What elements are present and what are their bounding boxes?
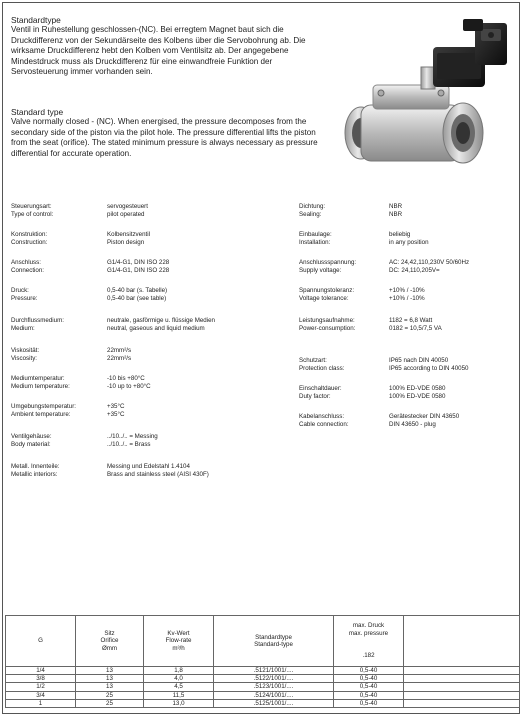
spec-label: Spannungstoleranz: (299, 287, 355, 294)
spec-label: Cable connection: (299, 421, 349, 428)
table-cell: .5122/1001/.... (214, 675, 334, 683)
spec-value: -10 bis +80°C (107, 375, 145, 382)
table-cell: 0,5-40 (334, 699, 404, 707)
table-cell: 0,5-40 (334, 683, 404, 691)
spec-label: Durchflussmedium: (11, 317, 64, 324)
table-row (6, 667, 520, 675)
table-cell: 1/2 (6, 683, 76, 691)
table-cell: 13 (76, 667, 144, 675)
header-line: Flow-rate (165, 637, 192, 645)
spec-list-right (299, 203, 519, 443)
spec-label: Duty factor: (299, 393, 331, 400)
spec-label: Kabelanschluss: (299, 413, 345, 420)
table-header-cell (144, 616, 214, 667)
table-cell: 0,5-40 (334, 691, 404, 699)
spec-label: Anschlussspannung: (299, 259, 357, 266)
table-cell: 13,0 (144, 699, 214, 707)
table-cell (404, 691, 520, 699)
table-cell: 11,5 (144, 691, 214, 699)
spec-value: +10% / -10% (389, 287, 425, 294)
spec-label: Metall. Innenteile: (11, 463, 60, 470)
spec-value: 22mm²/s (107, 355, 132, 362)
spec-value: neutral, gaseous and liquid medium (107, 325, 205, 332)
spec-label: Konstruktion: (11, 231, 48, 238)
table-cell: .5125/1001/.... (214, 699, 334, 707)
table-cell: 25 (76, 699, 144, 707)
table-cell (404, 667, 520, 675)
table-header-row (6, 616, 520, 667)
spec-value: IP65 nach DIN 40050 (389, 357, 449, 364)
intro-german-text: Ventil in Ruhestellung geschlossen-(NC). Bei erregtem Magnet baut sich die Druckdifferenz von der Sekundärseite des Kolbens über die Servobohrung ab. Die wirksame Druckdifferenz hebt den Kolben vom Ventilsitz ab. Der angegebene Mindestdruck muss als Druckdifferenz für eine einwandfreie Funktion der Servosteuerung immer vorhanden sein. (11, 25, 306, 77)
spec-label: Viskosität: (11, 347, 40, 354)
spec-label: Anschluss: (11, 259, 41, 266)
spec-label: Medium temperature: (11, 383, 70, 390)
table-cell: 1,8 (144, 667, 214, 675)
table-row (6, 683, 520, 691)
table-cell: 1 (6, 699, 76, 707)
spec-label: Sealing: (299, 211, 322, 218)
table-header-cell (214, 616, 334, 667)
dimension-table (5, 615, 520, 708)
table-cell: 3/4 (6, 691, 76, 699)
solenoid-valve-image (333, 13, 513, 183)
table-cell: 4,0 (144, 675, 214, 683)
header-line: max. pressure (348, 629, 389, 637)
spec-label: Ambient temperature: (11, 411, 71, 418)
spec-value: ../10../.. = Messing (107, 433, 158, 440)
table-header-cell (334, 616, 404, 667)
table-header-cell (404, 616, 520, 667)
spec-value: Gerätestecker DIN 43650 (389, 413, 460, 420)
spec-label: Leistungsaufnahme: (299, 317, 355, 324)
spec-value: Kolbensitzventil (107, 231, 150, 238)
header-line: Standard-type (254, 641, 293, 648)
table-cell: 1/4 (6, 667, 76, 675)
spec-value: +35°C (107, 403, 125, 410)
spec-value: G1/4-G1, DIN ISO 228 (107, 267, 170, 274)
spec-value: servogesteuert (107, 203, 148, 210)
header-line (334, 637, 403, 645)
table-cell: 25 (76, 691, 144, 699)
spec-label: Pressure: (11, 295, 38, 302)
table-row (6, 691, 520, 699)
spec-value: DC: 24,110,205V= (389, 267, 440, 274)
intro-german (11, 15, 329, 77)
spec-label: Medium: (11, 325, 35, 332)
spec-label: Construction: (11, 239, 48, 246)
intro-english-heading: Standard type (11, 107, 64, 117)
spec-value: Messing und Edelstahl 1.4104 (107, 463, 190, 470)
spec-value: 100% ED-VDE 0580 (389, 393, 446, 400)
table-cell: .5123/1001/.... (214, 683, 334, 691)
spec-value: DIN 43650 - plug (389, 421, 436, 428)
spec-label: Voltage tolerance: (299, 295, 349, 302)
spec-value: in any position (389, 239, 429, 246)
table-cell: 0,5-40 (334, 675, 404, 683)
spec-value: 0,5-40 bar (see table) (107, 295, 167, 302)
intro-english (11, 107, 329, 159)
spec-value: pilot operated (107, 211, 145, 218)
spec-value: G1/4-G1, DIN ISO 228 (107, 259, 170, 266)
table-header-cell (76, 616, 144, 667)
spec-value: Brass and stainless steel (AISI 430F) (107, 471, 209, 478)
header-line (334, 645, 403, 653)
spec-value: +10% / -10% (389, 295, 425, 302)
spec-value: -10 up to +80°C (107, 383, 151, 390)
header-line: .182 (362, 652, 375, 660)
table-row (6, 699, 520, 707)
header-line: m³/h (172, 644, 185, 652)
table-cell: 13 (76, 683, 144, 691)
spec-label: Steuerungsart: (11, 203, 52, 210)
spec-label: Ventilgehäuse: (11, 433, 52, 440)
table-cell (404, 675, 520, 683)
table-cell: 0,5-40 (334, 667, 404, 675)
datasheet-page (2, 2, 520, 714)
spec-value: IP65 according to DIN 40050 (389, 365, 469, 372)
spec-label: Connection: (11, 267, 45, 274)
table-cell: 3/8 (6, 675, 76, 683)
table-cell: 13 (76, 675, 144, 683)
spec-value: AC: 24,42,110,230V 50/60Hz (389, 259, 470, 266)
spec-value: 100% ED-VDE 0580 (389, 385, 446, 392)
spec-value: ../10../.. = Brass (107, 441, 151, 448)
table-cell: .5124/1001/.... (214, 691, 334, 699)
table-cell (404, 683, 520, 691)
header-line: Orifice (100, 637, 119, 645)
spec-value: +35°C (107, 411, 125, 418)
spec-label: Schutzart: (299, 357, 327, 364)
spec-label: Druck: (11, 287, 29, 294)
spec-label: Umgebungstemperatur: (11, 403, 77, 410)
spec-label: Installation: (299, 239, 331, 246)
spec-label: Mediumtemperatur: (11, 375, 65, 382)
header-line (404, 637, 519, 645)
spec-label: Power-consumption: (299, 325, 356, 332)
spec-label: Supply voltage: (299, 267, 342, 274)
spec-label: Protection class: (299, 365, 345, 372)
header-line: Standardtype (255, 633, 292, 641)
spec-value: beliebig (389, 231, 411, 238)
spec-label: Dichtung: (299, 203, 326, 210)
header-line: Kv-Wert (167, 629, 190, 637)
spec-value: NBR (389, 211, 403, 218)
table-cell: 4,5 (144, 683, 214, 691)
spec-list-left (11, 203, 311, 503)
intro-english-text: Valve normally closed - (NC). When energised, the pressure decomposes from the secondary side of the piston via the pilot hole. The pressure differential lifts the piston from the seat (orifice). The stated minimum pressure is always necessary as pressure differential for accurate operation. (11, 117, 318, 158)
header-line: G (38, 637, 43, 645)
table-header-cell (6, 616, 76, 667)
spec-value: 1182 = 6,8 Watt (389, 317, 433, 324)
spec-label: Type of control: (11, 211, 54, 218)
spec-value: 22mm²/s (107, 347, 132, 354)
spec-label: Einschaltdauer: (299, 385, 342, 392)
spec-value: neutrale, gasförmige u. flüssige Medien (107, 317, 215, 324)
spec-value: 0182 = 10,5/7,5 VA (389, 325, 442, 332)
table-row (6, 675, 520, 683)
table-cell: .5121/1001/.... (214, 667, 334, 675)
spec-value: NBR (389, 203, 403, 210)
intro-german-heading: Standardtype (11, 15, 61, 25)
header-line: Ømm (101, 644, 118, 652)
spec-value: Piston design (107, 239, 145, 246)
header-line: Sitz (104, 629, 115, 637)
spec-label: Viscosity: (11, 355, 38, 362)
spec-value: 0,5-40 bar (s. Tabelle) (107, 287, 168, 294)
spec-label: Metallic interiors: (11, 471, 58, 478)
spec-label: Body material: (11, 441, 51, 448)
header-line: max. Druck (352, 622, 385, 630)
spec-label: Einbaulage: (299, 231, 332, 238)
table-cell (404, 699, 520, 707)
